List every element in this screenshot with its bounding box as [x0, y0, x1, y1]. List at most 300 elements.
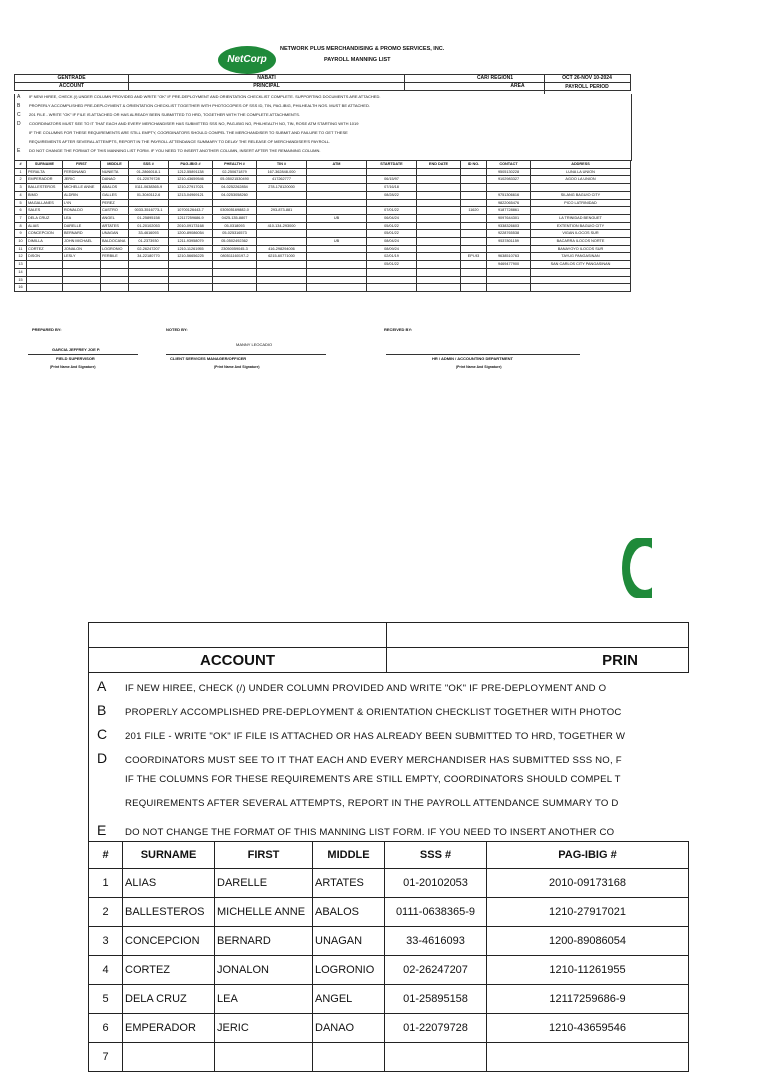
zoom-table-cell: 33-4616093 [385, 927, 487, 956]
prepared-by-label: PREPARED BY: [32, 327, 62, 332]
table-cell: 9102983327 [487, 176, 531, 184]
zoom-table-cell [385, 1043, 487, 1072]
zoom-instruction-text: COORDINATORS MUST SEE TO IT THAT EACH AND EVERY MERCHANDISER HAS SUBMITTED SSS NO, F [125, 755, 622, 766]
zoom-table-cell: DARELLE [215, 869, 313, 898]
table-cell [27, 268, 63, 276]
table-cell: 8 [15, 222, 27, 230]
column-header: ATM [307, 161, 367, 169]
zoom-table-cell: JONALON [215, 956, 313, 985]
table-cell: ALDRIN [63, 191, 101, 199]
zoomed-crop [88, 622, 638, 1063]
table-cell [461, 245, 487, 253]
instruction-letter: D [17, 121, 21, 127]
table-cell: ALIAS [27, 222, 63, 230]
table-cell: DELA CRUZ [27, 214, 63, 222]
table-row [15, 276, 631, 284]
table-cell: LESLY [63, 253, 101, 261]
table-cell [531, 276, 631, 284]
zoom-manning-table [88, 841, 689, 1072]
table-cell [487, 184, 531, 192]
table-row [15, 253, 631, 261]
zoom-table-cell: LOGRONIO [313, 956, 385, 985]
table-row [15, 284, 631, 292]
column-header: PAG-IBIG # [169, 161, 213, 169]
table-cell: 9822065476 [487, 199, 531, 207]
table-cell: 9469477900 [487, 261, 531, 269]
instruction-letter: E [17, 148, 21, 154]
table-cell: 9338326603 [487, 222, 531, 230]
table-cell [417, 207, 461, 215]
table-cell: AGOO LA UNION [531, 176, 631, 184]
column-header: ID NO. [461, 161, 487, 169]
table-cell: 9751306616 [487, 191, 531, 199]
table-cell [417, 176, 461, 184]
table-row [15, 245, 631, 253]
table-cell [213, 276, 257, 284]
table-cell: FERDINAND [63, 168, 101, 176]
zoom-table-row [89, 956, 689, 985]
zoom-table-cell: DELA CRUZ [123, 985, 215, 1014]
table-cell [213, 261, 257, 269]
zoom-table-cell: 1 [89, 869, 123, 898]
table-cell: 1210-11261955 [169, 245, 213, 253]
table-cell: 01-2373930 [129, 238, 169, 246]
table-cell [461, 284, 487, 292]
table-cell: SILANG BAGUIO CITY [531, 191, 631, 199]
zoom-table-cell: CORTEZ [123, 956, 215, 985]
table-row [15, 214, 631, 222]
zoom-table-cell: 01-20102053 [385, 869, 487, 898]
instruction-letter: C [17, 112, 21, 118]
table-cell [461, 276, 487, 284]
zoom-table-row [89, 898, 689, 927]
table-cell: EPI-93 [461, 253, 487, 261]
zoom-table-cell: 7 [89, 1043, 123, 1072]
zoom-table-cell: 2010-09173168 [487, 869, 689, 898]
table-cell [461, 261, 487, 269]
zoom-column-header: SURNAME [123, 842, 215, 869]
table-cell [169, 261, 213, 269]
zoom-instruction-a [97, 678, 606, 694]
table-cell [461, 268, 487, 276]
table-cell: 15 [15, 276, 27, 284]
column-header: FIRST [63, 161, 101, 169]
table-cell: 278-178120000 [257, 184, 307, 192]
table-cell [531, 184, 631, 192]
zoom-table-cell [123, 1043, 215, 1072]
table-cell: 6 [15, 207, 27, 215]
table-cell [101, 284, 129, 292]
table-cell [27, 284, 63, 292]
table-cell: 2010-09173168 [169, 222, 213, 230]
zoom-table-cell: 4 [89, 956, 123, 985]
table-cell [257, 261, 307, 269]
zoom-instruction-e [97, 822, 614, 838]
table-cell: 9505130228 [487, 168, 531, 176]
zoom-table-cell: ALIAS [123, 869, 215, 898]
table-cell: 05/01/22 [367, 230, 417, 238]
table-cell: 05-0502492362 [213, 238, 257, 246]
table-cell: 9187728861 [487, 207, 531, 215]
table-cell [417, 184, 461, 192]
table-row [15, 207, 631, 215]
column-header: TIN # [257, 161, 307, 169]
table-cell [417, 199, 461, 207]
table-cell: ARTATES [101, 222, 129, 230]
table-cell [367, 268, 417, 276]
table-cell: DIMILLA [27, 238, 63, 246]
zoom-instruction-letter: E [97, 822, 107, 838]
table-row [15, 230, 631, 238]
principal-value: NABATI [129, 75, 405, 83]
zoom-column-header: FIRST [215, 842, 313, 869]
table-cell: 12 [15, 253, 27, 261]
table-cell [307, 284, 367, 292]
table-cell [367, 276, 417, 284]
area-label: AREA [405, 83, 631, 91]
table-cell [417, 253, 461, 261]
zoom-table-cell [215, 1043, 313, 1072]
zoom-table-cell: ABALOS [313, 898, 385, 927]
table-cell: DISON [27, 253, 63, 261]
table-cell [307, 268, 367, 276]
zoom-instruction-cont-4 [97, 774, 621, 785]
table-cell: MAGALLANES [27, 199, 63, 207]
table-cell: 02-250671879 [213, 168, 257, 176]
instruction-letter: A [17, 94, 21, 100]
table-cell: LYN [63, 199, 101, 207]
received-print-hint: (Print Name And Signature) [456, 365, 502, 369]
table-cell [213, 284, 257, 292]
table-cell: 4 [15, 191, 27, 199]
table-cell: 16 [15, 284, 27, 292]
zoom-instruction-letter: D [97, 750, 108, 766]
table-cell [129, 284, 169, 292]
zoom-table-cell [313, 1043, 385, 1072]
table-cell [461, 184, 487, 192]
zoom-column-header: SSS # [385, 842, 487, 869]
payroll-period-value: OCT 26-NOV 10-2024 [562, 75, 612, 81]
principal-label: PRINCIPAL [129, 83, 405, 91]
company-name: NETWORK PLUS MERCHANDISING & PROMO SERVICES, INC. [280, 46, 445, 52]
zoom-column-header: MIDDLE [313, 842, 385, 869]
table-cell [307, 261, 367, 269]
table-cell: 417262777 [257, 176, 307, 184]
column-header: ADDRESS [531, 161, 631, 169]
table-cell [461, 222, 487, 230]
table-cell [461, 238, 487, 246]
table-row [15, 268, 631, 276]
table-cell [461, 214, 487, 222]
table-cell: VIGAN ILOCOS SUR [531, 230, 631, 238]
instruction-e [17, 148, 320, 154]
table-cell [257, 199, 307, 207]
header-table [14, 74, 631, 91]
account-value: GENTRADE [15, 75, 129, 83]
document-title: PAYROLL MANNING LIST [324, 57, 391, 63]
table-cell: UB [307, 214, 367, 222]
zoom-instructions-block [88, 672, 689, 842]
instruction-text: 201 FILE - WRITE "OK" IF FILE IS ATTACHED OR HAS ALREADY BEEN SUBMITTED TO HRD, TOGETHER WITH THE COMPLETE ATTACHMENTS. [29, 112, 301, 117]
zoom-table-row [89, 985, 689, 1014]
column-header: MIDDLE [101, 161, 129, 169]
table-cell [307, 230, 367, 238]
noted-print-hint: (Print Name And Signature) [214, 365, 260, 369]
table-cell [461, 230, 487, 238]
table-cell: 0033-3516773-1 [129, 207, 169, 215]
table-cell: RONALDO [63, 207, 101, 215]
table-cell [461, 176, 487, 184]
table-cell: PICO LATRINIDAD [531, 199, 631, 207]
noted-title: CLIENT SERVICES MANAGER/OFFICER [170, 356, 247, 361]
table-cell [169, 268, 213, 276]
table-cell [367, 284, 417, 292]
table-cell [307, 199, 367, 207]
table-cell: TAYUG PANGASINAN [531, 253, 631, 261]
table-cell: 167-362848-000 [257, 168, 307, 176]
table-cell [101, 261, 129, 269]
table-cell: 5 [15, 199, 27, 207]
column-header: SSS # [129, 161, 169, 169]
noted-name: MANNY LEOCADIO [236, 342, 273, 347]
table-cell [101, 276, 129, 284]
table-cell: BACARRA ILOCOS NORTE [531, 238, 631, 246]
table-row [15, 191, 631, 199]
table-cell [307, 176, 367, 184]
received-title: HR / ADMIN / ACCOUNTING DEPARTMENT [432, 356, 513, 361]
table-cell [169, 276, 213, 284]
manning-table [14, 160, 631, 292]
zoom-table-cell: MICHELLE ANNE [215, 898, 313, 927]
table-cell: BALLESTEROS [27, 184, 63, 192]
zoom-table-cell: 02-26247207 [385, 956, 487, 985]
table-cell: 10700126443-7 [169, 207, 213, 215]
table-header-row [15, 161, 631, 169]
table-cell [63, 276, 101, 284]
table-row [15, 168, 631, 176]
table-cell [487, 245, 531, 253]
zoom-table-cell: 01-22079728 [385, 1014, 487, 1043]
account-label: ACCOUNT [15, 83, 129, 91]
table-cell: 6215-60771000 [257, 253, 307, 261]
column-header: STARTDATE [367, 161, 417, 169]
zoom-table-cell: 1200-89086054 [487, 927, 689, 956]
zoom-column-header: # [89, 842, 123, 869]
table-cell: 01-20102053 [129, 222, 169, 230]
table-cell: 1213-04969121 [169, 191, 213, 199]
table-cell [129, 199, 169, 207]
table-cell: 01-22079728 [129, 176, 169, 184]
table-cell [27, 261, 63, 269]
instruction-text: PROPERLY ACCOMPLISHED PRE-DEPLOYMENT & ORIENTATION CHECKLIST TOGETHER WITH PHOTOCOPIES OF SSS ID, TIN, PAG-IBIG, PHILHEALTH NOS. MUST BE ATTACHED. [29, 103, 370, 108]
table-cell: 080511160197-2 [213, 253, 257, 261]
table-cell: 06/15/97 [367, 176, 417, 184]
instruction-text: IF NEW HIREE, CHECK (/) UNDER COLUMN PROVIDED AND WRITE "OK" IF PRE-DEPLOYMENT AND ORIENTATION CHECKLIST COMPLETE. SUPPORTING DOCUMENTS ARE ATTACHED. [29, 94, 381, 99]
column-header: CONTACT [487, 161, 531, 169]
table-cell: ABALOS [101, 184, 129, 192]
table-cell [307, 207, 367, 215]
table-cell [367, 168, 417, 176]
instruction-letter: B [17, 103, 21, 109]
table-cell [257, 238, 307, 246]
column-header: SURNAME [27, 161, 63, 169]
zoom-table-cell: 1210-43659546 [487, 1014, 689, 1043]
table-cell [367, 199, 417, 207]
zoom-table-row [89, 1014, 689, 1043]
column-header: # [15, 161, 27, 169]
zoom-table-row [89, 1043, 689, 1072]
instruction-text: DO NOT CHANGE THE FORMAT OF THIS MANNING LIST FORM. IF YOU NEED TO INSERT ANOTHER COLUMN, INSERT AFTER THE REMAINING COLUMN. [29, 148, 321, 153]
table-cell: 3 [15, 184, 27, 192]
table-cell: JERIC [63, 176, 101, 184]
zoom-table-cell: 12117259686-9 [487, 985, 689, 1014]
table-cell: 12117259686-9 [169, 214, 213, 222]
zoom-table-cell: 01-25895158 [385, 985, 487, 1014]
zoom-table-row [89, 927, 689, 956]
table-cell: SALES [27, 207, 63, 215]
table-cell [169, 199, 213, 207]
netcorp-logo-fragment [622, 538, 652, 598]
zoom-table-cell: 1210-27917021 [487, 898, 689, 927]
zoom-instruction-text: 201 FILE - WRITE "OK" IF FILE IS ATTACHED OR HAS ALREADY BEEN SUBMITTED TO HRD, TOGETHER W [125, 731, 626, 742]
zoom-instruction-letter: C [97, 726, 108, 742]
netcorp-logo: NetCorp [218, 46, 276, 74]
table-cell: 1 [15, 168, 27, 176]
table-row [15, 176, 631, 184]
table-cell: 0111-0638365-9 [129, 184, 169, 192]
table-cell: 05/01/22 [367, 222, 417, 230]
table-cell: 030505169882-0 [213, 207, 257, 215]
table-cell: 1211-93958079 [169, 238, 213, 246]
zoom-table-cell: DANAO [313, 1014, 385, 1043]
table-cell [307, 168, 367, 176]
table-cell: BERNARD [63, 230, 101, 238]
table-cell: NUNIETA [101, 168, 129, 176]
table-cell: BALDOCANA [101, 238, 129, 246]
table-cell: 2 [15, 176, 27, 184]
instruction-text: COORDINATORS MUST SEE TO IT THAT EACH AND EVERY MERCHANDISER HAS SUBMITTED SSS NO, PAG-IBIG NO, PHILHEALTH NO, TIN, ROSE ATM STARTING WITH 1019 [29, 121, 359, 126]
table-cell [461, 191, 487, 199]
table-cell [417, 222, 461, 230]
zoom-table-cell: 2 [89, 898, 123, 927]
zoom-table-cell: UNAGAN [313, 927, 385, 956]
zoom-table-cell: BERNARD [215, 927, 313, 956]
instruction-text: REQUIREMENTS AFTER SEVERAL ATTEMPTS, REPORT IN THE PAYROLL ATTENDANCE SUMMARY TO DELAY THE RELEASE OF MERCHANDISER'S PAYROLL. [29, 139, 331, 144]
table-cell [257, 284, 307, 292]
table-cell: 11 [15, 245, 27, 253]
table-cell: DANAO [101, 176, 129, 184]
table-cell: UB [307, 238, 367, 246]
instruction-text: IF THE COLUMNS FOR THESE REQUIREMENTS ARE STILL EMPTY, COORDINATORS SHOULD COMPEL THE MERCHANDISER TO SUBMIT AND FAILURE TO GET THESE [29, 130, 348, 135]
table-cell: 1210-56656225 [169, 253, 213, 261]
table-cell: 01-2866018-1 [129, 168, 169, 176]
table-cell [129, 276, 169, 284]
table-cell: 10 [15, 238, 27, 246]
table-cell: 14 [15, 268, 27, 276]
table-cell [487, 284, 531, 292]
received-signature-line [386, 354, 580, 355]
table-cell: 04-0253058260 [213, 191, 257, 199]
zoom-table-cell: 0111-0638365-9 [385, 898, 487, 927]
table-cell: 02/01/19 [367, 253, 417, 261]
table-cell [417, 261, 461, 269]
table-cell: 0425-135-8807 [213, 214, 257, 222]
zoom-table-cell: BALLESTEROS [123, 898, 215, 927]
table-cell: 1210-43659546 [169, 176, 213, 184]
table-cell [63, 268, 101, 276]
table-cell [417, 230, 461, 238]
table-cell: 13 [15, 261, 27, 269]
table-cell [257, 276, 307, 284]
zoom-table-cell: 1210-11261955 [487, 956, 689, 985]
table-cell: 04-0252262854 [213, 184, 257, 192]
zoom-table-cell: ARTATES [313, 869, 385, 898]
table-cell: 33-4616093 [129, 230, 169, 238]
table-cell: EMPERADOR [27, 176, 63, 184]
table-cell: 05/01/22 [367, 261, 417, 269]
instruction-d [17, 121, 358, 127]
zoom-instruction-text: REQUIREMENTS AFTER SEVERAL ATTEMPTS, REPORT IN THE PAYROLL ATTENDANCE SUMMARY TO D [125, 798, 619, 809]
table-cell: PEREZ [101, 199, 129, 207]
table-cell: EXTENTION BAGUIO CITY [531, 222, 631, 230]
table-cell [307, 245, 367, 253]
table-cell: MICHELLE ANNE [63, 184, 101, 192]
table-cell: 9638510763 [487, 253, 531, 261]
table-cell [417, 168, 461, 176]
table-cell [257, 268, 307, 276]
table-cell [461, 199, 487, 207]
zoom-table-header-row [89, 842, 689, 869]
zoom-column-header: PAG-IBIG # [487, 842, 689, 869]
table-cell [417, 191, 461, 199]
instruction-a [17, 94, 380, 100]
table-cell [417, 214, 461, 222]
zoom-principal-label: PRIN [387, 648, 689, 673]
table-cell: 9228765538 [487, 230, 531, 238]
table-cell: LOGRONIO [101, 245, 129, 253]
table-cell: JONALON [63, 245, 101, 253]
prepared-title: FIELD SUPERVISOR [56, 356, 95, 361]
table-cell [417, 284, 461, 292]
table-cell [101, 268, 129, 276]
zoom-instruction-c [97, 726, 625, 742]
table-cell: 9097644301 [487, 214, 531, 222]
zoom-table-cell: EMPERADOR [123, 1014, 215, 1043]
zoom-table-cell: 3 [89, 927, 123, 956]
table-cell [307, 222, 367, 230]
table-row [15, 238, 631, 246]
zoom-table-cell [487, 1043, 689, 1072]
table-cell: BIMO [27, 191, 63, 199]
table-cell [531, 268, 631, 276]
payroll-period-label: PAYROLL PERIOD [565, 84, 609, 90]
zoom-table-cell: CONCEPCION [123, 927, 215, 956]
table-cell: 08/04/24 [367, 238, 417, 246]
table-cell: 01-3040112-6 [129, 191, 169, 199]
zoom-table-cell: 5 [89, 985, 123, 1014]
table-cell: UNAGAN [101, 230, 129, 238]
zoom-account-label: ACCOUNT [89, 648, 387, 673]
table-cell: CONCEPCION [27, 230, 63, 238]
table-cell: 05-05021530490 [213, 176, 257, 184]
table-cell: 410-134-293000 [257, 222, 307, 230]
table-cell: JOHN MICHAEL [63, 238, 101, 246]
received-by-label: RECEIVED BY: [384, 327, 413, 332]
table-cell: FERBILE [101, 253, 129, 261]
table-cell: 1200-89086054 [169, 230, 213, 238]
table-cell [129, 268, 169, 276]
zoom-instruction-text: DO NOT CHANGE THE FORMAT OF THIS MANNING LIST FORM. IF YOU NEED TO INSERT ANOTHER CO [125, 827, 615, 838]
